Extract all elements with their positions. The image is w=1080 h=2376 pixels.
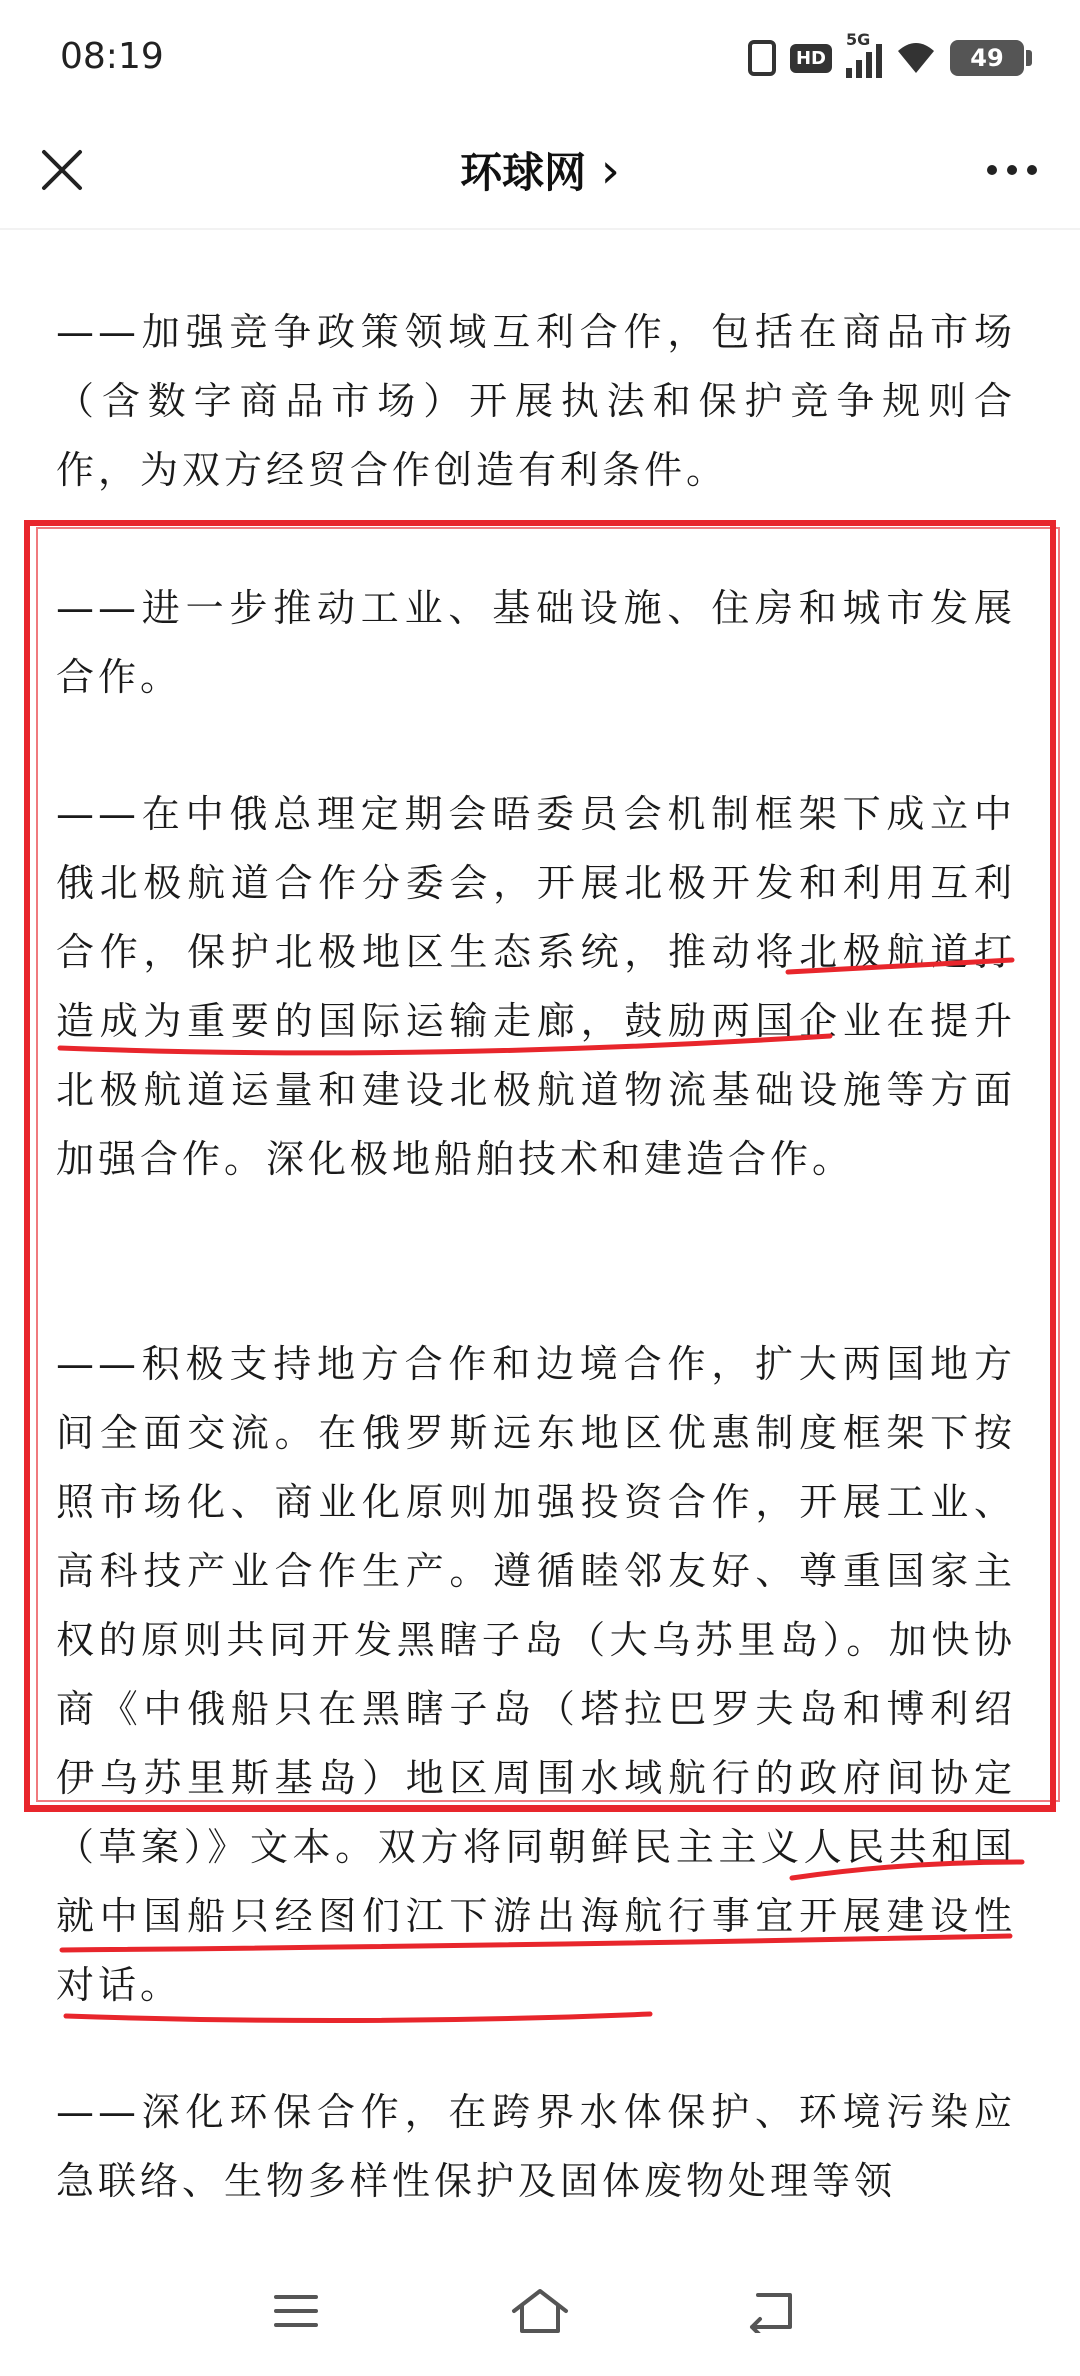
more-icon-dot xyxy=(1027,165,1037,175)
article-paragraph: ——深化环保合作，在跨界水体保护、环境污染应急联络、生物多样性保护及固体废物处理等领 xyxy=(56,2090,1016,2203)
article-paragraph: ——加强竞争政策领域互利合作，包括在商品市场（含数字商品市场）开展执法和保护竞争规则合作，为双方经贸合作创造有利条件。 xyxy=(56,310,1016,492)
back-button[interactable] xyxy=(730,2276,810,2346)
account-title-link[interactable] xyxy=(460,143,620,199)
close-button[interactable] xyxy=(24,132,100,208)
battery-level: 49 xyxy=(970,44,1004,72)
signal-icon xyxy=(846,30,882,78)
back-icon xyxy=(744,2289,796,2333)
header-title-container xyxy=(0,140,1080,200)
home-icon xyxy=(510,2287,570,2335)
status-time: 08:19 xyxy=(60,36,164,77)
wifi-icon xyxy=(896,41,936,75)
status-icons xyxy=(748,30,1024,80)
more-button[interactable] xyxy=(972,140,1052,200)
vibrate-icon xyxy=(748,40,776,76)
chevron-right-icon: › xyxy=(600,143,620,199)
close-icon xyxy=(40,148,84,192)
menu-icon xyxy=(272,2291,320,2331)
page-title: 环球网 xyxy=(460,148,587,197)
article-paragraph: ——进一步推动工业、基础设施、住房和城市发展合作。 xyxy=(56,586,1016,699)
hd-icon: HD xyxy=(790,44,832,73)
battery-icon xyxy=(950,40,1024,76)
home-button[interactable] xyxy=(500,2276,580,2346)
article-paragraph-highlighted: ——在中俄总理定期会晤委员会机制框架下成立中俄北极航道合作分委会，开展北极开发和利用互利合作，保护北极地区生态系统，推动将北极航道打造成为重要的国际运输走廊，鼓励两国企业在提升北极航道运量和建设北极航道物流基础设施等方面加强合作。深化极地船舶技术和建造合作。 xyxy=(56,792,1016,1181)
menu-button[interactable] xyxy=(256,2276,336,2346)
header xyxy=(0,110,1080,230)
more-icon-dot xyxy=(987,165,997,175)
more-icon-dot xyxy=(1007,165,1017,175)
status-bar xyxy=(0,0,1080,110)
article-paragraph-highlighted: ——积极支持地方合作和边境合作，扩大两国地方间全面交流。在俄罗斯远东地区优惠制度框架下按照市场化、商业化原则加强投资合作，开展工业、高科技产业合作生产。遵循睦邻友好、尊重国家主权的原则共同开发黑瞎子岛（大乌苏里岛）。加快协商《中俄船只在黑瞎子岛（塔拉巴罗夫岛和博利绍伊乌苏里斯基岛）地区周围水域航行的政府间协定（草案）》文本。双方将同朝鲜民主主义人民共和国就中国船只经图们江下游出海航行事宜开展建设性对话。 xyxy=(56,1342,1016,2007)
system-nav-bar xyxy=(0,2250,1080,2376)
network-type-label: 5G xyxy=(846,30,871,49)
